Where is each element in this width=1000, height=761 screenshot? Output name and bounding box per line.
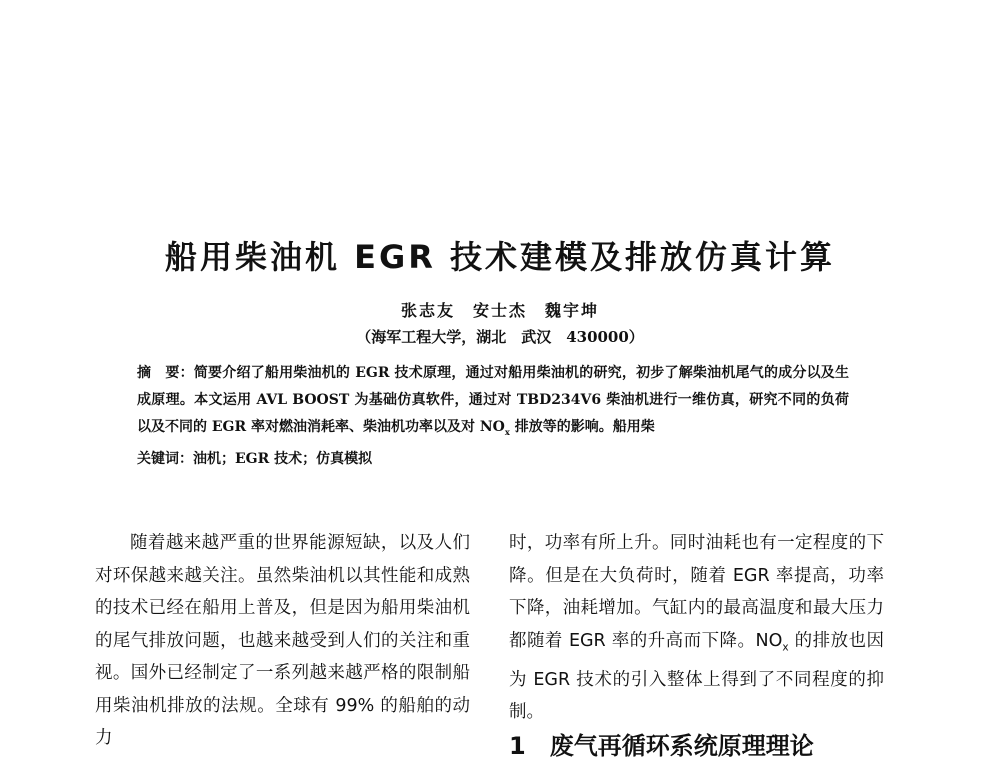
affiliation: （海军工程大学，湖北 武汉 430000） xyxy=(356,328,644,346)
body-right-column xyxy=(509,527,884,729)
results-paragraph xyxy=(509,527,884,729)
abstract-text: 简要介绍了船用柴油机的 EGR 技术原理，通过对船用柴油机的研究，初步了解柴油机尾气的成分以及生成原理。本文运用 AVL BOOST 为基础仿真软件，通过对 TBD234V6 柴油机进行一维仿真，研究不同的负荷以及不同的 EGR 率对燃油消耗率、柴油机功率以及对 NO xyxy=(137,365,850,435)
abstract-paragraph xyxy=(137,360,849,446)
abstract-subscript: x xyxy=(504,426,510,437)
paper-title: 船用柴油机 EGR 技术建模及排放仿真计算 xyxy=(164,238,836,276)
keywords-label: 关键词： xyxy=(137,450,193,467)
keywords-line xyxy=(137,446,849,473)
results-text-a: 时，功率有所上升。同时油耗也有一定程度的下降。但是在大负荷时，随着 EGR 率提高，功率下降，油耗增加。气缸内的最高温度和最大压力都随着 EGR 率的升高而下降。NO xyxy=(509,533,884,651)
abstract-block xyxy=(137,360,849,473)
author-list: 张志友 安士杰 魏宇坤 xyxy=(400,301,599,320)
abstract-tail: 排放等的影响。船用柴 xyxy=(509,419,655,435)
results-subscript: x xyxy=(782,641,789,653)
section-heading: 1 废气再循环系统原理理论 xyxy=(509,732,814,760)
abstract-label: 摘 要： xyxy=(137,365,194,381)
intro-paragraph: 随着越来越严重的世界能源短缺，以及人们对环保越来越关注。虽然柴油机以其性能和成熟的技术已经在船用上普及，但是因为船用柴油机的尾气排放问题，也越来越受到人们的关注和重视。国外已经制定了一系列越来越严格的限制船用柴油机排放的法规。全球有 99% 的船舶的动力 xyxy=(95,533,470,748)
keywords-text: 油机；EGR 技术；仿真模拟 xyxy=(193,450,373,467)
results-text-b: 的排放也因为 EGR 技术的引入整体上得到了不同程度的抑制。 xyxy=(509,630,884,722)
body-left-column xyxy=(95,527,470,755)
